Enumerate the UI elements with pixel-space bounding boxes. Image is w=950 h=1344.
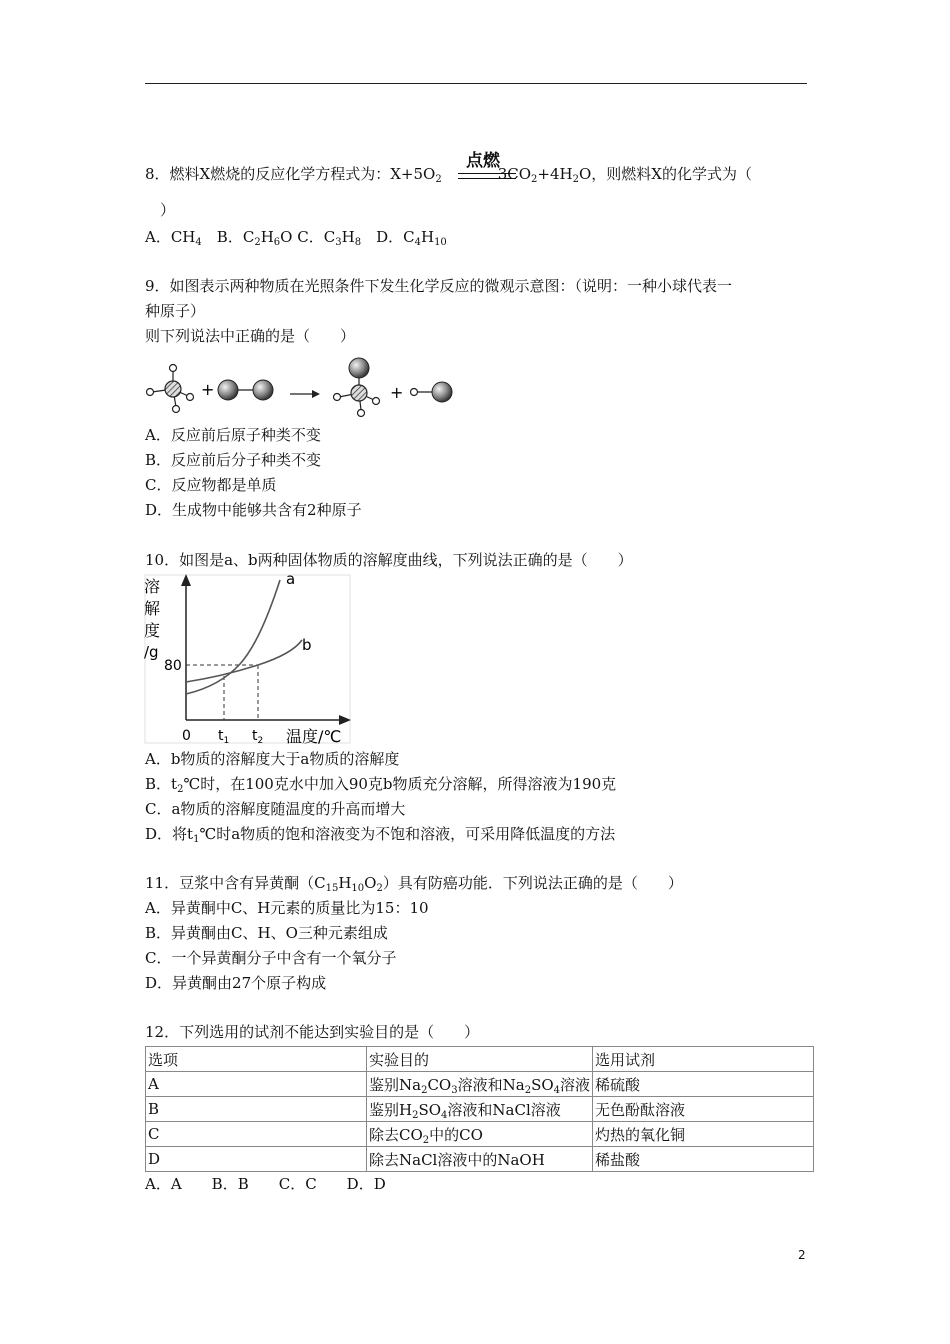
- x-tick-t1: $t_1$: [218, 728, 230, 746]
- header-rule: [145, 83, 807, 84]
- q8-options: A．$CH_4$ B．$C_2H_6O$ C．$C_3H_8$ D．$C_4H_{10}$: [145, 228, 447, 248]
- chloromethane-molecule: [334, 358, 380, 417]
- y-axis-label-1: 溶: [144, 577, 161, 596]
- reaction-diagram: [140, 352, 470, 422]
- y-axis-label-4: /g: [144, 643, 159, 661]
- y-tick-80: 80: [164, 658, 182, 674]
- q9-option-c: C．反应物都是单质: [145, 476, 277, 494]
- header-purpose: 实验目的: [367, 1047, 593, 1072]
- series-label-b: b: [302, 636, 312, 654]
- q9-option-b: B．反应前后分子种类不变: [145, 451, 322, 469]
- table-row: B 鉴别$H_2SO_4$溶液和NaCl溶液 无色酚酞溶液: [146, 1097, 814, 1122]
- chlorine-molecule: [218, 380, 273, 400]
- solubility-chart: [140, 572, 355, 747]
- q12-table: [145, 1046, 814, 1172]
- table-header-row: [146, 1047, 814, 1072]
- table-row: D 除去NaCl溶液中的NaOH 稀盐酸: [146, 1147, 814, 1172]
- reaction-condition: 点燃: [466, 151, 500, 171]
- q8-close: ）: [160, 201, 176, 219]
- page-number: 2: [798, 1248, 806, 1262]
- q9-stem-line1: 9．如图表示两种物质在光照条件下发生化学反应的微观示意图：（说明：一种小球代表一: [145, 277, 733, 295]
- q10-option-d: D．将$t_1℃$时a物质的饱和溶液变为不饱和溶液，可采用降低温度的方法: [145, 825, 616, 845]
- origin-label: 0: [182, 728, 191, 744]
- q9-stem-line2: 种原子）: [145, 302, 206, 320]
- q10-option-b: B．$t_2℃$时，在100克水中加入90克b物质充分溶解，所得溶液为190克: [145, 775, 617, 795]
- table-row: C 除去$CO_2$中的CO 灼热的氧化铜: [146, 1122, 814, 1147]
- q11-option-b: B．异黄酮由C、H、O三种元素组成: [145, 924, 388, 942]
- q12-stem: 12．下列选用的试剂不能达到实验目的是（ ）: [145, 1023, 480, 1041]
- q11-option-c: C．一个异黄酮分子中含有一个氧分子: [145, 949, 397, 967]
- plus-sign-2: +: [390, 383, 404, 402]
- q11-option-a: A．异黄酮中C、H元素的质量比为15：10: [145, 899, 429, 917]
- series-label-a: a: [286, 572, 296, 588]
- reaction-arrow: [290, 390, 320, 398]
- header-option: 选项: [146, 1047, 367, 1072]
- q10-option-a: A．b物质的溶解度大于a物质的溶解度: [145, 750, 400, 768]
- q8-stem: 8．燃料X燃烧的反应化学方程式为：$X+5O_2$ $3CO_2+4H_2O$，则燃料X的化学式为（: [145, 165, 752, 185]
- q10-option-c: C．a物质的溶解度随温度的升高而增大: [145, 800, 406, 818]
- q9-option-d: D．生成物中能够共含有2种原子: [145, 501, 362, 519]
- y-axis-label-2: 解: [144, 599, 161, 618]
- plus-sign-1: +: [201, 380, 215, 399]
- methane-molecule: [147, 365, 194, 413]
- q9-stem-line3: 则下列说法中正确的是（ ）: [145, 327, 356, 345]
- y-axis-label-3: 度: [144, 621, 161, 640]
- x-tick-t2: $t_2$: [252, 728, 264, 746]
- header-reagent: 选用试剂: [593, 1047, 814, 1072]
- table-row: A 鉴别$Na_2CO_3$溶液和$Na_2SO_4$溶液 稀硫酸: [146, 1072, 814, 1097]
- q11-option-d: D．异黄酮由27个原子构成: [145, 974, 327, 992]
- q9-option-a: A．反应前后原子种类不变: [145, 426, 321, 444]
- x-axis-label: 温度/℃: [286, 727, 342, 746]
- q11-stem: 11．豆浆中含有异黄酮$(C_{15}H_{10}O_2)$具有防癌功能．下列说法正确的是（ ）: [145, 874, 683, 894]
- q10-stem: 10．如图是a、b两种固体物质的溶解度曲线，下列说法正确的是（ ）: [145, 551, 633, 569]
- q12-answers: A．A B．B C．C D．D: [145, 1175, 386, 1193]
- hydrogen-chloride-molecule: [411, 382, 453, 402]
- reaction-equals-sign: [458, 173, 516, 179]
